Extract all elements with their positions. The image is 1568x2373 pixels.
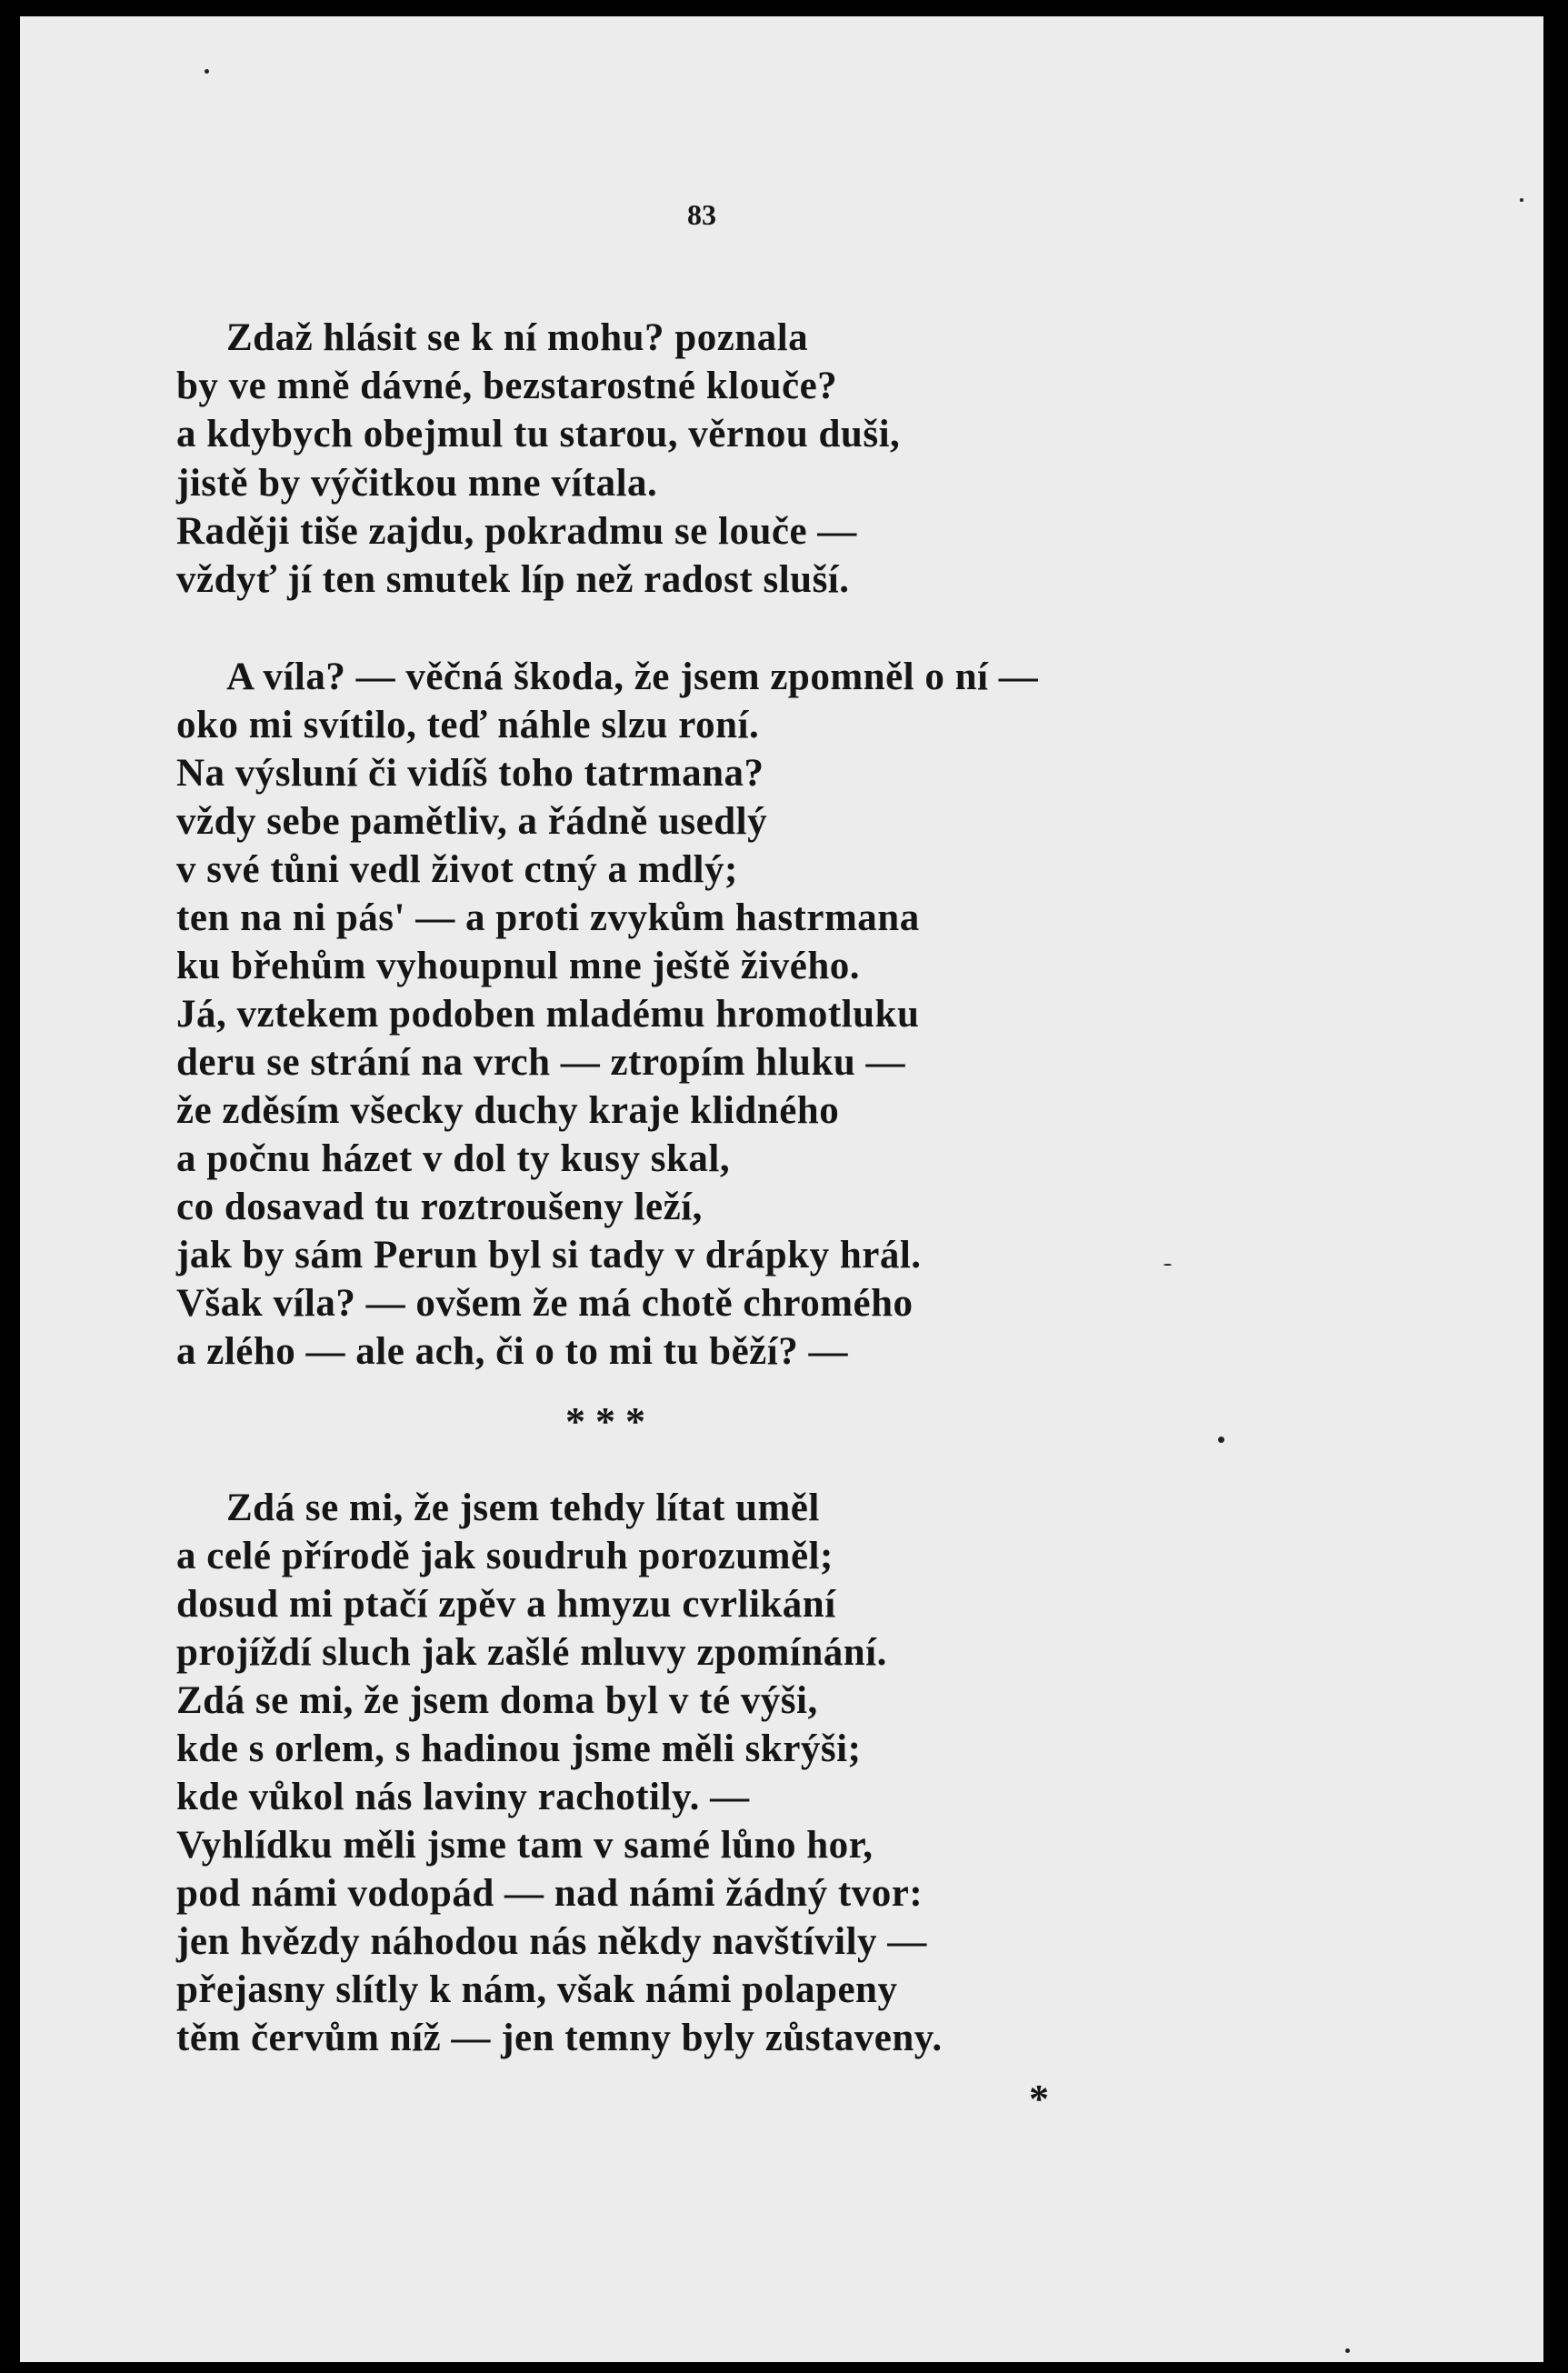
poem-line: ku břehům vyhoupnul mne ještě živého. [176,945,860,987]
book-page [20,16,1543,2362]
poem-line: Raději tiše zajdu, pokradmu se louče — [176,510,857,553]
poem-line: Já, vztekem podoben mladému hromotluku [176,993,920,1036]
poem-line: těm červům níž — jen temny byly zůstaveny. [176,2017,943,2059]
scan-speck [1520,198,1523,202]
poem-line: deru se strání na vrch — ztropím hluku — [176,1041,906,1084]
poem-line: jak by sám Perun byl si tady v drápky hrál. [176,1234,922,1277]
poem-line: dosud mi ptačí zpěv a hmyzu cvrlikání [176,1583,836,1626]
poem-line: pod námi vodopád — nad námi žádný tvor: [176,1872,924,1915]
poem-line: jistě by výčitkou mne vítala. [176,462,658,505]
poem-line: Na výsluní či vidíš toho tatrmana? [176,752,764,795]
poem-line: Zdá se mi, že jsem doma byl v té výši, [176,1679,818,1722]
poem-line: Zdá se mi, že jsem tehdy lítat uměl [226,1487,820,1529]
poem-line: A víla? — věčná škoda, že jsem zpomněl o ní — [226,656,1039,698]
poem-line: ten na ni pás' — a proti zvykům hastrmana [176,896,920,939]
poem-line: jen hvězdy náhodou nás někdy navštívily — [176,1920,927,1963]
poem-line: a počnu házet v dol ty kusy skal, [176,1137,731,1180]
poem-line: kde s orlem, s hadinou jsme měli skrýši; [176,1727,862,1770]
footer-mark: * [1029,2077,1049,2121]
poem-line: a celé přírodě jak soudruh porozuměl; [176,1535,834,1577]
poem-line: a zlého — ale ach, či o to mi tu běží? — [176,1330,848,1373]
section-break: * * * [565,1399,645,1444]
poem-line: a kdybych obejmul tu starou, věrnou duši, [176,413,901,456]
poem-line: přejasny slítly k nám, však námi polapeny [176,1968,898,2011]
poem-line: by ve mně dávné, bezstarostné klouče? [176,365,838,407]
poem-line: Však víla? — ovšem že má chotě chromého [176,1282,914,1325]
poem-line: vždy sebe pamětliv, a řádně usedlý [176,800,768,843]
poem-line: co dosavad tu roztroušeny leží, [176,1186,703,1228]
poem-line: Zdaž hlásit se k ní mohu? poznala [226,316,809,359]
poem-line: kde vůkol nás laviny rachotily. — [176,1776,750,1818]
poem-line: v své tůni vedl život ctný a mdlý; [176,848,738,891]
scan-speck [1164,1264,1172,1266]
poem-line: Vyhlídku měli jsme tam v samé lůno hor, [176,1824,874,1867]
poem-line: oko mi svítilo, teď náhle slzu roní. [176,704,760,746]
scan-speck [1218,1437,1224,1443]
scan-speck [205,69,209,74]
page-number: 83 [687,198,716,231]
poem-line: projíždí sluch jak zašlé mluvy zpomínání. [176,1631,887,1674]
scan-speck [1345,2348,1350,2353]
poem-line: vždyť jí ten smutek líp než radost sluší. [176,558,850,601]
poem-line: že zděsím všecky duchy kraje klidného [176,1089,840,1132]
